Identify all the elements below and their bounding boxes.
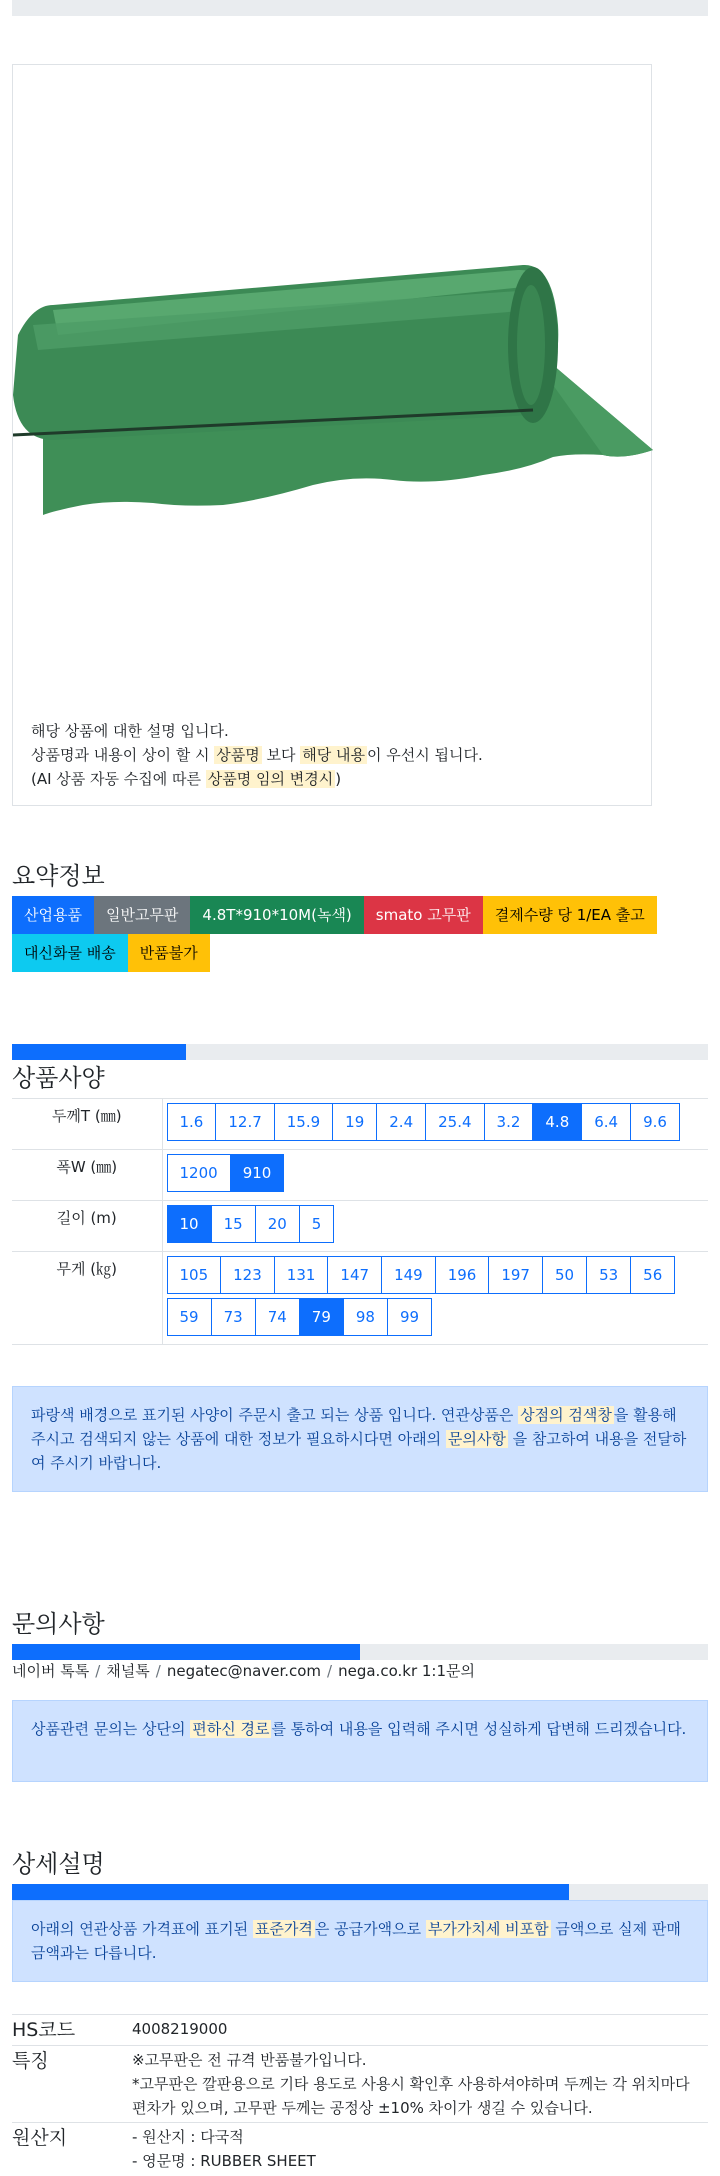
spec-option-button[interactable]: 25.4 [425,1103,484,1141]
highlight: 상품명 임의 변경시 [207,770,334,788]
spec-option-button[interactable]: 15.9 [274,1103,333,1141]
spec-alert: 파랑색 배경으로 표기된 사양이 주문시 출고 되는 상품 입니다. 연관상품은 상점의 검색창 을 활용해 주시고 검색되지 않는 상품에 대한 정보가 필요하시다면 아래의 문의사항 을 참고하여 내용을 전달하여 주시기 바랍니다. [12,1386,708,1492]
spec-label: 무게 (㎏) [12,1252,162,1345]
product-image [13,185,653,645]
summary-tag: 일반고무판 [94,896,190,934]
highlight: 표준가격 [254,1920,313,1938]
highlight: 부가가치세 비포함 [427,1920,549,1938]
spec-option-button[interactable]: 105 [167,1256,222,1294]
info-key: 원산지 [12,2123,132,2176]
spec-option-button[interactable]: 10 [167,1205,212,1243]
detail-info-table [12,2014,708,2175]
spec-option-button[interactable]: 50 [542,1256,587,1294]
spec-label: 두께T (㎜) [12,1099,162,1150]
spec-label: 폭W (㎜) [12,1150,162,1201]
top-progress-bar [12,0,708,16]
summary-tag: 결제수량 당 1/EA 출고 [483,896,657,934]
info-value [132,2046,708,2123]
spec-title: 상품사양 [12,1064,105,1092]
contact-link[interactable]: negatec@naver.com [166,1662,322,1680]
summary-title: 요약정보 [12,862,105,890]
breadcrumb-separator: / [95,1662,101,1680]
spec-option-button[interactable]: 15 [211,1205,256,1243]
product-image-card [12,64,652,806]
detail-progress [12,1884,708,1900]
spec-option-button[interactable]: 131 [274,1256,329,1294]
spec-option-button[interactable]: 1200 [167,1154,231,1192]
info-line: - 영문명 : RUBBER SHEET [132,2152,316,2170]
spec-option-button[interactable]: 99 [387,1298,432,1336]
spec-option-button[interactable]: 6.4 [581,1103,631,1141]
spec-row [12,1150,708,1201]
info-row [12,2015,708,2046]
inquiry-progress [12,1644,708,1660]
summary-tag: 대신화물 배송 [12,934,128,972]
info-line: 4008219000 [132,2020,228,2038]
summary-tag: 4.8T*910*10M(녹색) [190,896,363,934]
spec-option-button[interactable]: 73 [211,1298,256,1336]
detail-progress-fill [12,1884,569,1900]
spec-option-button[interactable]: 98 [343,1298,388,1336]
spec-option-button[interactable]: 197 [488,1256,543,1294]
contact-breadcrumb [12,1660,475,1681]
highlight: 해당 내용 [302,746,365,764]
spec-option-button[interactable]: 4.8 [532,1103,582,1141]
spec-option-button[interactable]: 3.2 [484,1103,534,1141]
detail-alert: 아래의 연관상품 가격표에 표기된 표준가격 은 공급가액으로 부가가치세 비포함 금액으로 실제 판매금액과는 다릅니다. [12,1900,708,1982]
spec-option-button[interactable]: 9.6 [630,1103,680,1141]
spec-label: 길이 (m) [12,1201,162,1252]
spec-option-button[interactable]: 19 [332,1103,377,1141]
spec-progress [12,1044,708,1060]
spec-option-button[interactable]: 56 [630,1256,675,1294]
highlight: 문의사항 [447,1430,506,1448]
contact-link[interactable]: nega.co.kr 1:1문의 [338,1662,475,1680]
spec-option-button[interactable]: 910 [230,1154,285,1192]
info-key: HS코드 [12,2015,132,2046]
notice-line-1: 해당 상품에 대한 설명 입니다. [31,722,229,740]
info-value [132,2015,708,2046]
spec-option-button[interactable]: 59 [167,1298,212,1336]
summary-tag: 산업용품 [12,896,94,934]
spec-row [12,1252,708,1345]
inquiry-alert: 상품관련 문의는 상단의 편하신 경로 를 통하여 내용을 입력해 주시면 성실하게 답변해 드리겠습니다. [12,1700,708,1782]
spec-option-button[interactable]: 147 [327,1256,382,1294]
spec-row [12,1099,708,1150]
breadcrumb-separator: / [327,1662,333,1680]
notice-line-3: (AI 상품 자동 수집에 따른 상품명 임의 변경시 ) [31,770,342,788]
spec-option-button[interactable]: 20 [255,1205,300,1243]
contact-link[interactable]: 채널톡 [106,1662,150,1680]
breadcrumb-separator: / [155,1662,161,1680]
spec-option-button[interactable]: 1.6 [167,1103,217,1141]
highlight: 편하신 경로 [192,1720,270,1738]
contact-link[interactable]: 네이버 톡톡 [12,1662,90,1680]
info-line: *고무판은 깔판용으로 기타 용도로 사용시 확인후 사용하셔야하며 두께는 각 위치마다 편차가 있으며, 고무판 두께는 공정상 ±10% 차이가 생길 수 있습니다. [132,2075,690,2117]
highlight: 상품명 [216,746,260,764]
inquiry-progress-fill [12,1644,360,1660]
info-value [132,2123,708,2176]
spec-option-button[interactable]: 79 [299,1298,344,1336]
info-row [12,2123,708,2176]
spec-option-button[interactable]: 12.7 [215,1103,274,1141]
spec-option-button[interactable]: 53 [586,1256,631,1294]
spec-option-button[interactable]: 149 [381,1256,436,1294]
spec-row [12,1201,708,1252]
spec-option-button[interactable]: 123 [220,1256,275,1294]
notice-line-2: 상품명과 내용이 상이 할 시 상품명 보다 해당 내용 이 우선시 됩니다. [31,746,483,764]
inquiry-title: 문의사항 [12,1610,105,1638]
summary-tag: 반품불가 [128,934,210,972]
summary-tag: smato 고무판 [364,896,483,934]
detail-title: 상세설명 [12,1850,105,1878]
highlight: 상점의 검색창 [520,1406,612,1424]
spec-option-button[interactable]: 2.4 [376,1103,426,1141]
summary-tags [12,896,712,972]
info-key: 특징 [12,2046,132,2123]
info-line: ※고무판은 전 규격 반품불가입니다. [132,2051,367,2069]
spec-option-button[interactable]: 196 [435,1256,490,1294]
spec-option-button[interactable]: 5 [299,1205,335,1243]
spec-table [12,1098,708,1345]
spec-option-button[interactable]: 74 [255,1298,300,1336]
product-notice [31,719,483,791]
info-row [12,2046,708,2123]
info-line: - 원산지 : 다국적 [132,2128,244,2146]
